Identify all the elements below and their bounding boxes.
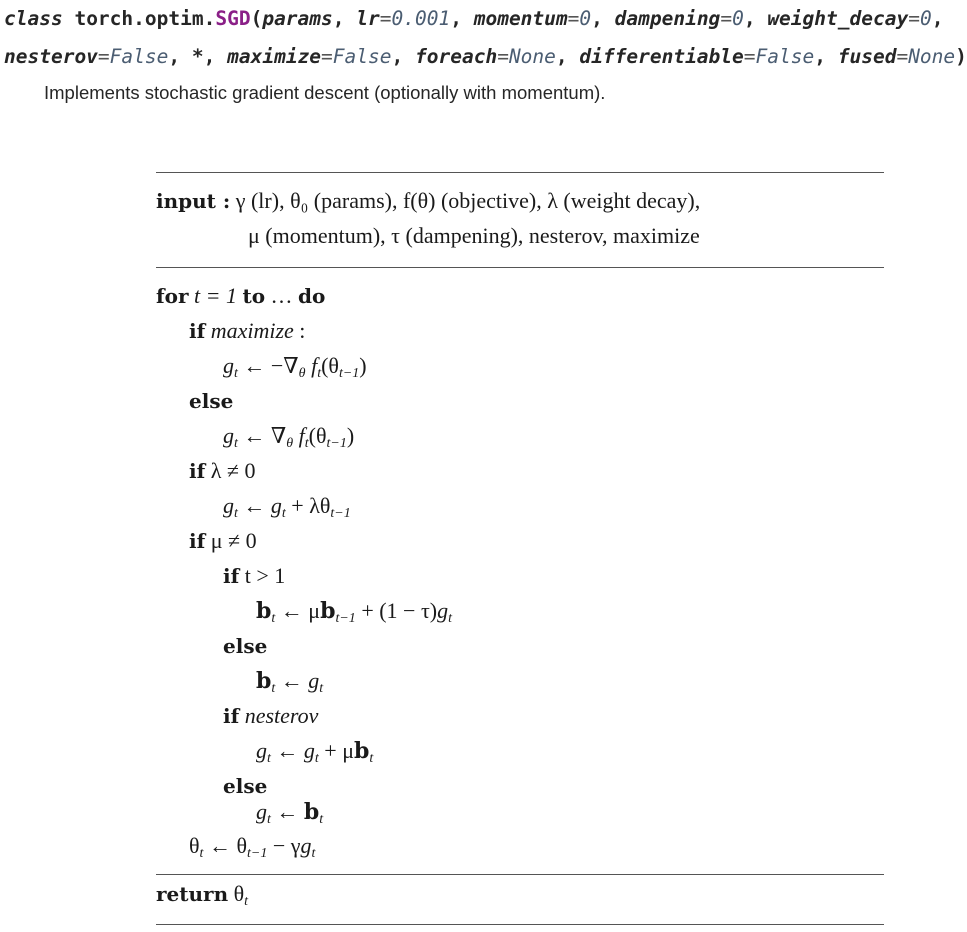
if-t-line: if t > 1 [223,563,286,588]
param-maximize: maximize [227,45,322,68]
input-label: input : [156,189,231,213]
eq-grad-neg: $g_t$ ← $-\nabla_\theta$ $f_t(\theta_{t-1})$ [223,353,367,381]
close-paren: ) [955,45,967,68]
eq-momentum-buffer: $b_t$ ← $\mu b_{t-1} + (1 - \tau)g_t$ [256,598,453,626]
for-keyword: for [156,284,189,308]
mid-rule [156,267,884,268]
else-line-3: else [223,774,268,798]
ellipsis: … [270,283,293,308]
return-value: $\theta_t$ [233,881,249,909]
bottom-rule-1 [156,874,884,875]
eq-param-update: $\theta_t$ ← $\theta_{t-1} - \gamma g_t$ [189,833,316,861]
param-lr-default: 0.001 [391,7,451,30]
param-weight-decay: weight_decay [767,7,909,30]
param-momentum-default: 0 [579,7,592,30]
param-maximize-default: False [332,45,392,68]
input-params-2: μ (momentum), τ (dampening), nesterov, maximize [248,223,700,248]
function-description: Implements stochastic gradient descent (optionally with momentum). [44,82,606,103]
param-momentum: momentum [473,7,568,30]
param-dampening-default: 0 [732,7,744,30]
eq-grad: $g_t$ ← $\nabla_\theta$ $f_t(\theta_{t-1})$ [223,423,355,451]
else-line-1: else [189,389,234,413]
top-rule [156,172,884,173]
eq-buffer-init: $b_t$ ← $g_t$ [256,668,324,696]
if-mu-line: if μ ≠ 0 [189,528,257,553]
param-lr: lr [356,7,380,30]
if-lambda-line: if λ ≠ 0 [189,458,256,483]
input-line-2 [248,223,700,249]
open-paren: ( [250,7,263,30]
return-keyword: return [156,882,229,906]
param-nesterov-default: False [109,45,169,68]
do-keyword: do [298,284,326,308]
param-foreach: foreach [415,45,498,68]
param-fused-default: None [908,45,956,68]
else-line-2: else [223,634,268,658]
param-star: * [191,45,204,68]
param-params: params [262,7,333,30]
if-maximize-line: if maximize : [189,318,306,343]
param-differentiable-default: False [755,45,815,68]
input-params-1: γ (lr), θ₀ (params), f(θ) (objective), λ (weight decay), [235,188,701,213]
for-loop-line [156,283,325,309]
if-nesterov-line: if nesterov [223,703,319,728]
module-path: torch.optim. [74,7,216,30]
to-keyword: to [242,284,266,308]
param-weight-decay-default: 0 [919,7,932,30]
eq-weight-decay: $g_t$ ← $g_t + \lambda\theta_{t-1}$ [223,493,351,521]
loop-range: t = 1 [193,283,237,308]
signature-line-2: nesterov=False, *, maximize=False, foreach=None, differentiable=False, fused=None) [4,45,967,68]
signature-line-1: class torch.optim.SGD(params, lr=0.001, momentum=0, dampening=0, weight_decay=0, [4,7,944,30]
param-foreach-default: None [508,45,556,68]
param-dampening: dampening [614,7,721,30]
function-name: SGD [215,7,251,30]
eq-grad-from-buffer: $g_t$ ← $b_t$ [256,799,324,827]
bottom-rule-2 [156,924,884,925]
function-signature [4,0,967,76]
param-nesterov: nesterov [4,45,98,68]
param-differentiable: differentiable [579,45,744,68]
eq-nesterov: $g_t$ ← $g_t + \mu b_t$ [256,738,374,766]
input-line-1 [156,188,700,214]
param-fused: fused [837,45,897,68]
class-keyword: class [4,7,63,30]
return-line [156,881,248,907]
